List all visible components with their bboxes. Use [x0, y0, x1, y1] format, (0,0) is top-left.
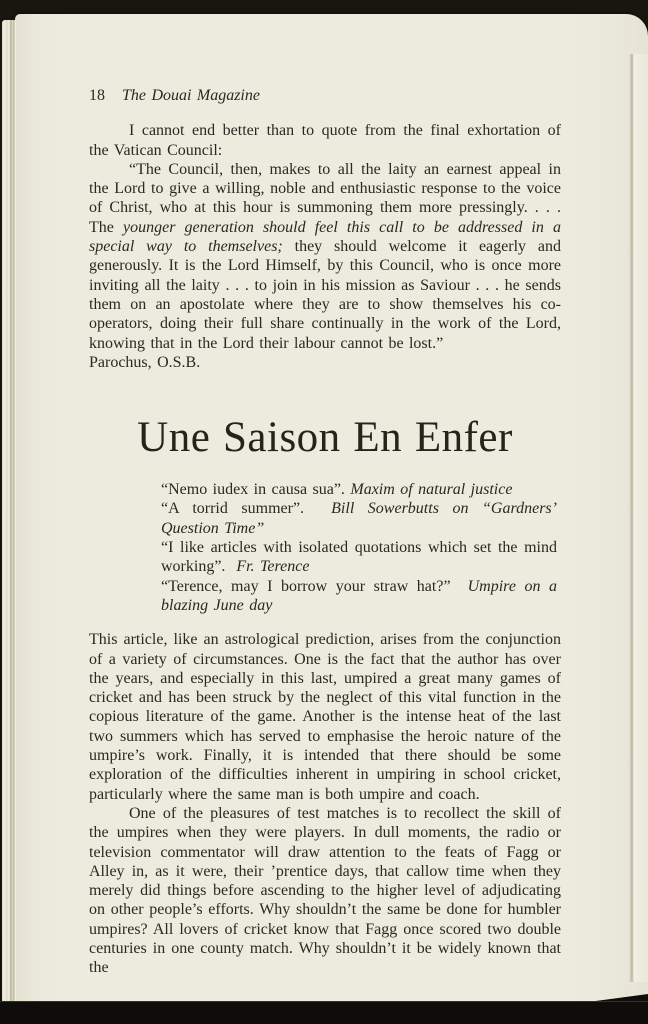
next-page-edge [629, 54, 648, 982]
article-body [89, 630, 561, 977]
author-signature: Parochus, O.S.B. [89, 353, 201, 371]
epigraph-quote: “Terence, may I borrow your straw hat?” [161, 577, 451, 595]
epigraph [161, 577, 557, 616]
closing-intro-paragraph: I cannot end better than to quote from the final exhortation of the Vatican Council: [89, 122, 561, 159]
photo-bottom-band [0, 1002, 648, 1024]
epigraph [161, 480, 557, 499]
body-paragraph: One of the pleasures of test matches is to recollect the skill of the umpires when they were players. In dull moments, the radio or television commentator will draw attention to the feats of Fagg or Alley in, as it were, their ’prentice days, that callow time when they merely did things before ascending to the higher level of adjudicating on other people’s efforts. Why shouldn’t the same be done for humbler umpires? All lovers of cricket know that Fagg once scored two double centuries in one county match. Why shouldn’t it be widely known that the [89, 804, 561, 977]
book-page [15, 14, 648, 1004]
epigraph-block [161, 480, 557, 615]
epigraph-quote: “I like articles with isolated quotations which set the mind working”. [161, 539, 557, 576]
epigraph-quote: “A torrid summer”. [161, 500, 305, 518]
magazine-title: The Douai Magazine [122, 87, 260, 104]
epigraph [161, 538, 557, 577]
article-title: Une Saison En Enfer [137, 414, 513, 462]
epigraph-attribution: Fr. Terence [236, 558, 310, 576]
epigraph-attribution: Maxim of natural justice [350, 481, 513, 499]
quote-italic: younger generation should feel this call to be addressed in a special way to themselves; [89, 218, 561, 256]
epigraph [161, 499, 557, 538]
page-number: 18 [89, 87, 105, 104]
quote-roman-post: they should welcome it eagerly and generously. It is the Lord Himself, by this Council, who is once more inviting all the laity . . . to join in his mission as Saviour . . . he sends them on an apostolate where they are to show themselves his co-operators, doing their full share continually in the work of the Lord, knowing that in the Lord their labour cannot be lost.” [89, 238, 561, 352]
epigraph-quote: “Nemo iudex in causa sua”. [161, 481, 345, 499]
epigraph-attribution: Umpire on a blazing June day [161, 577, 557, 614]
body-paragraph: This article, like an astrological prediction, arises from the conjunction of a variety of circumstances. One is the fact that the author has over the years, and especially in this last, umpired a great many games of cricket and has been struck by the neglect of this vital function in the copious literature of the game. Another is the intense heat of the last two summers which has served to emphasise the heroic nature of the umpire’s work. Finally, it is intended that there should be some exploration of the difficulties inherent in umpiring in school cricket, particularly where the same man is both umpire and coach. [89, 631, 561, 803]
stacked-page-edges [2, 20, 16, 1008]
council-quote-paragraph [89, 160, 561, 353]
running-head [89, 86, 561, 105]
quote-roman-pre: “The Council, then, makes to all the laity an earnest appeal in the Lord to give a willing, noble and enthusiastic response to the voice of Christ, who at this hour is summoning them more pressingly. . . . The [89, 160, 561, 236]
page-content [89, 86, 561, 978]
epigraph-attribution: Bill Sowerbutts on “Gardners’ Question Time” [161, 500, 557, 537]
